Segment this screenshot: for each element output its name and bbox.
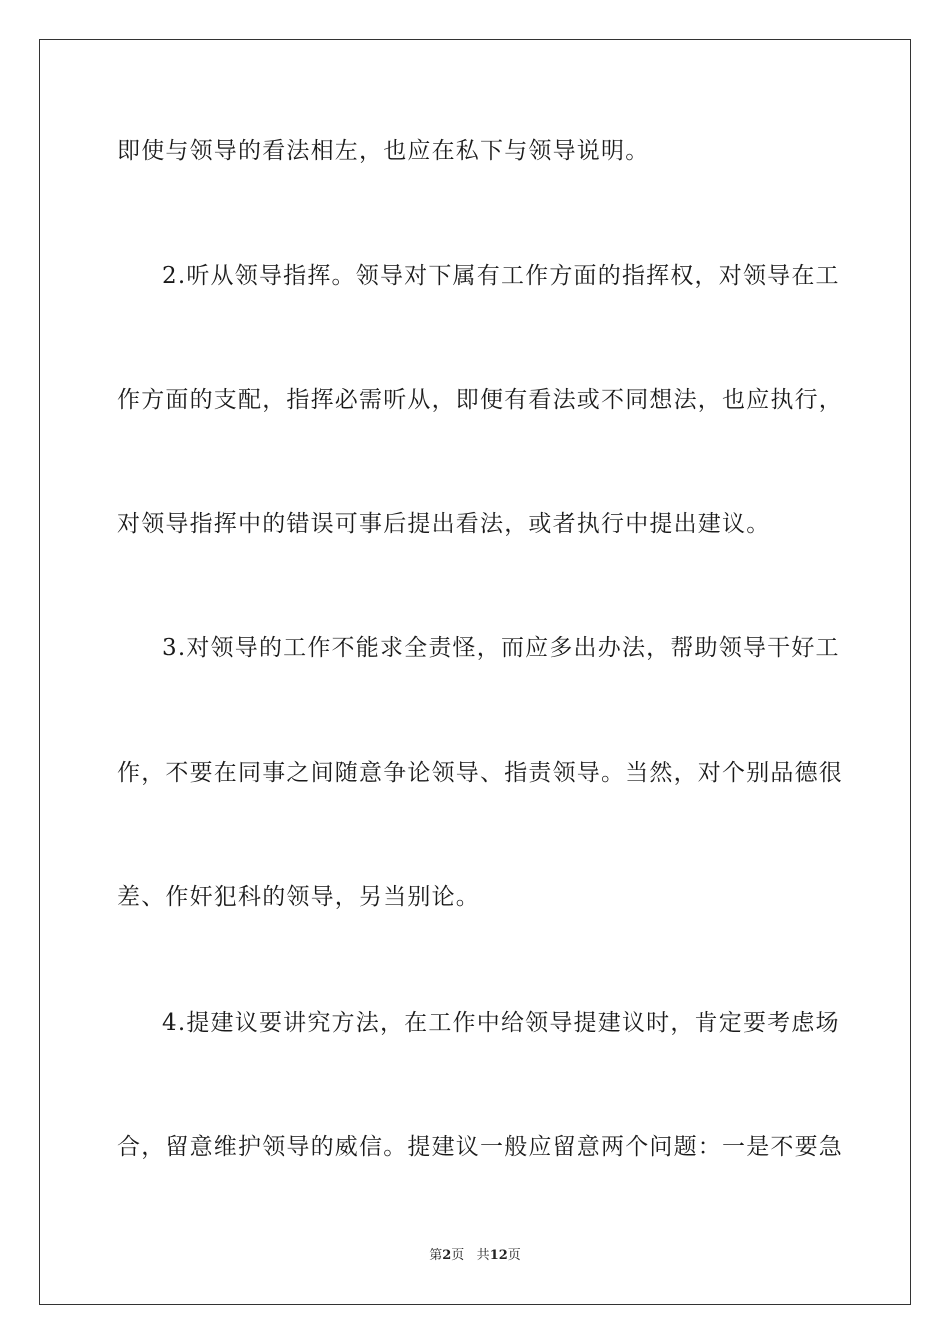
paragraph-2-line-1: 2.听从领导指挥。领导对下属有工作方面的指挥权，对领导在工 (162, 263, 840, 289)
page-suffix: 页 (451, 1248, 465, 1263)
paragraph-4-line-2: 合，留意维护领导的威信。提建议一般应留意两个问题：一是不要急 (117, 1134, 843, 1160)
total-prefix: 共 (476, 1248, 490, 1263)
total-suffix: 页 (507, 1248, 521, 1263)
total-pages-number: 12 (489, 1248, 508, 1263)
body-text-line: 即使与领导的看法相左，也应在私下与领导说明。 (117, 138, 650, 164)
paragraph-3-line-3: 差、作奸犯科的领导，另当别论。 (117, 884, 480, 910)
paragraph-2-line-2: 作方面的支配，指挥必需听从，即便有看法或不同想法，也应执行， (117, 387, 843, 413)
paragraph-3-line-1: 3.对领导的工作不能求全责怪，而应多出办法，帮助领导干好工 (162, 635, 840, 661)
page-number-footer (0, 1247, 950, 1265)
paragraph-2-line-3: 对领导指挥中的错误可事后提出看法，或者执行中提出建议。 (117, 511, 771, 537)
paragraph-4-line-1: 4.提建议要讲究方法，在工作中给领导提建议时，肯定要考虑场 (162, 1010, 840, 1036)
paragraph-3-line-2: 作，不要在同事之间随意争论领导、指责领导。当然，对个别品德很 (117, 760, 843, 786)
page-border (39, 39, 911, 1305)
page-prefix: 第 (429, 1248, 443, 1263)
current-page-number: 2 (442, 1248, 452, 1263)
